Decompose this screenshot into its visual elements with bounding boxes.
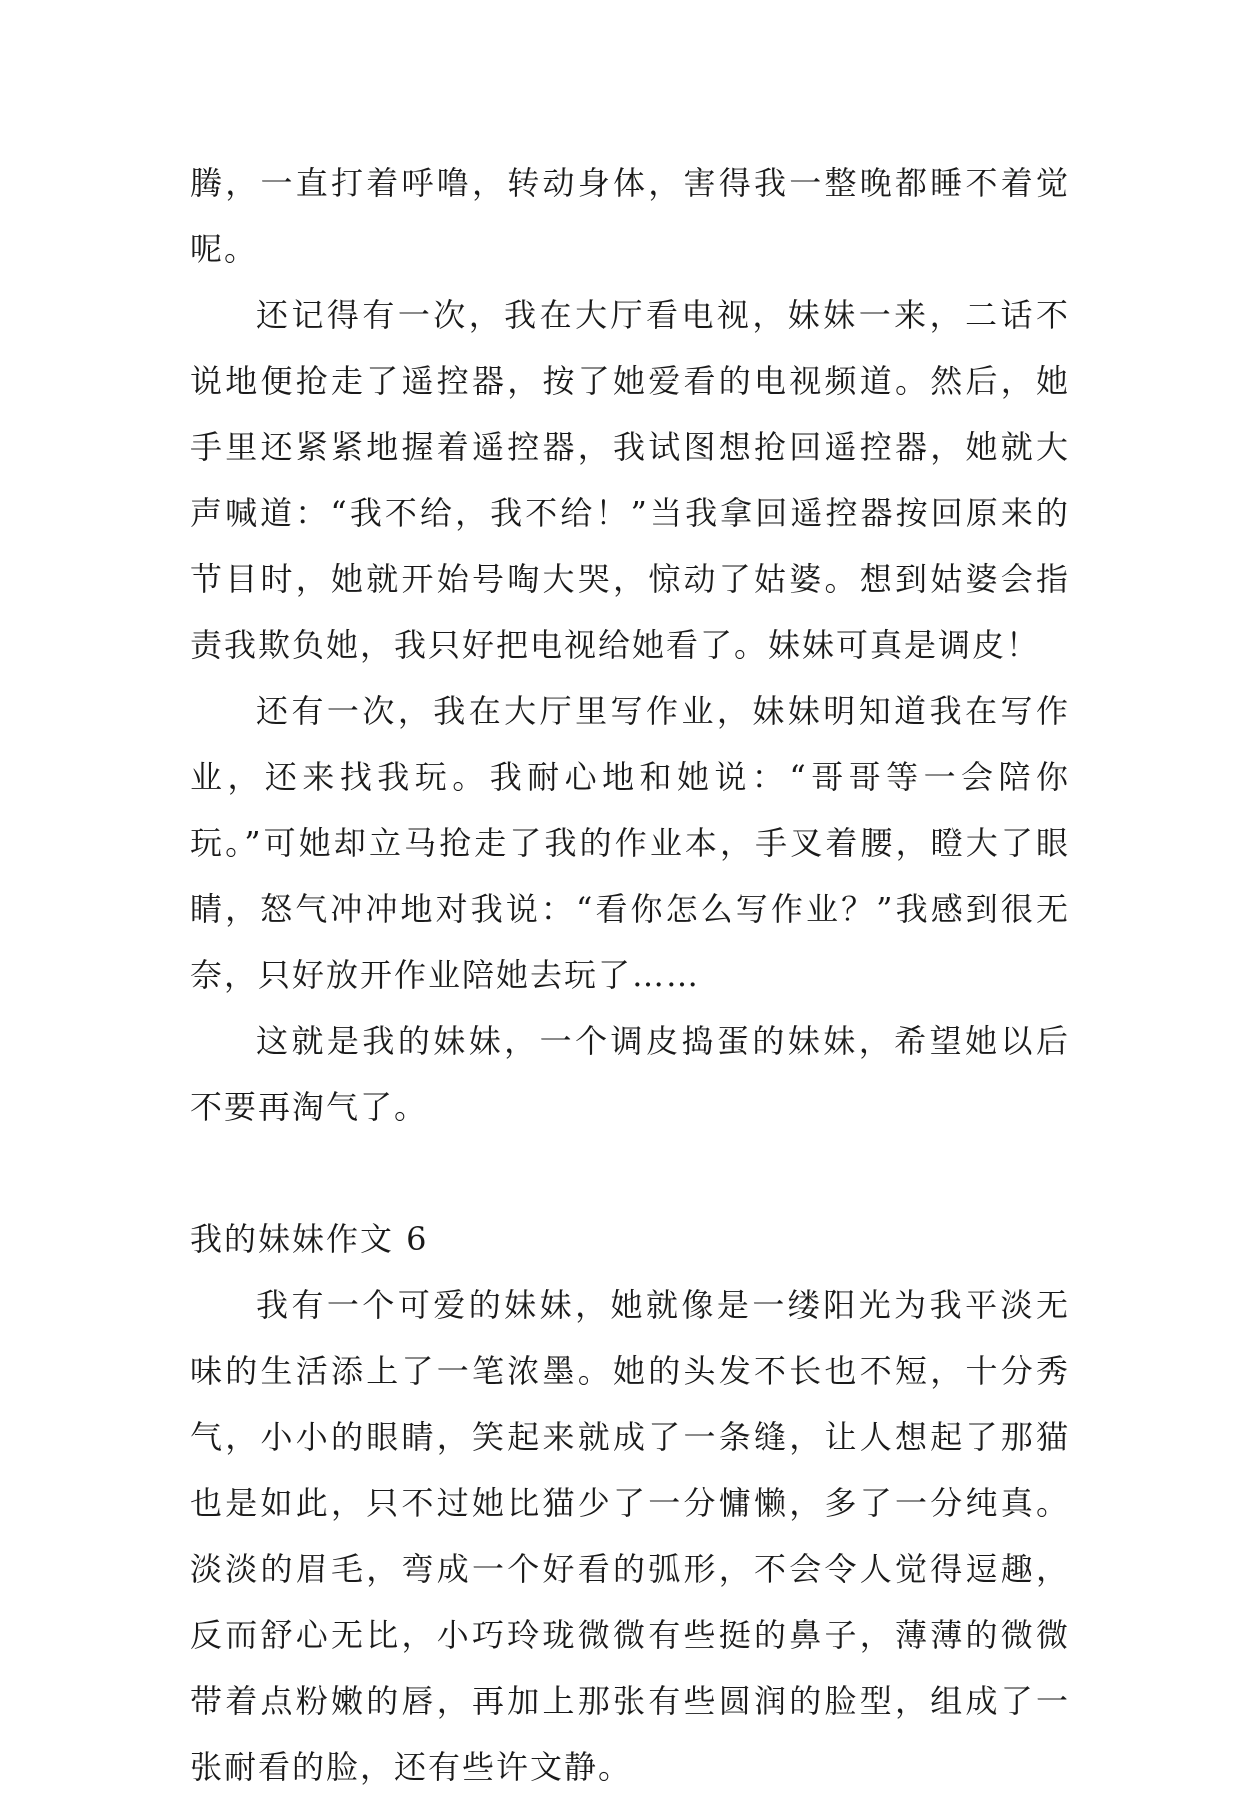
section-title: 我的妹妹作文 6 [190,1220,429,1258]
document-page [190,150,1070,1800]
paragraph-1: 腾，一直打着呼噜，转动身体，害得我一整晚都睡不着觉呢。 [190,164,1070,268]
paragraph-3: 还有一次，我在大厅里写作业，妹妹明知道我在写作业，还来找我玩。我耐心地和她说：“哥哥等一会陪你玩。”可她却立马抢走了我的作业本，手叉着腰，瞪大了眼睛，怒气冲冲地对我说：“看你怎么写作业？”我感到很无奈，只好放开作业陪她去玩了…… [190,692,1070,994]
paragraph-2: 还记得有一次，我在大厅看电视，妹妹一来，二话不说地便抢走了遥控器，按了她爱看的电视频道。然后，她手里还紧紧地握着遥控器，我试图想抢回遥控器，她就大声喊道：“我不给，我不给！”当我拿回遥控器按回原来的节目时，她就开始号啕大哭，惊动了姑婆。想到姑婆会指责我欺负她，我只好把电视给她看了。妹妹可真是调皮！ [190,296,1070,664]
paragraph-5: 我有一个可爱的妹妹，她就像是一缕阳光为我平淡无味的生活添上了一笔浓墨。她的头发不长也不短，十分秀气，小小的眼睛，笑起来就成了一条缝，让人想起了那猫也是如此，只不过她比猫少了一分慵懒，多了一分纯真。淡淡的眉毛，弯成一个好看的弧形，不会令人觉得逗趣，反而舒心无比，小巧玲珑微微有些挺的鼻子，薄薄的微微带着点粉嫩的唇，再加上那张有些圆润的脸型，组成了一张耐看的脸，还有些许文静。 [190,1286,1070,1786]
paragraph-4: 这就是我的妹妹，一个调皮捣蛋的妹妹，希望她以后不要再淘气了。 [190,1022,1070,1126]
